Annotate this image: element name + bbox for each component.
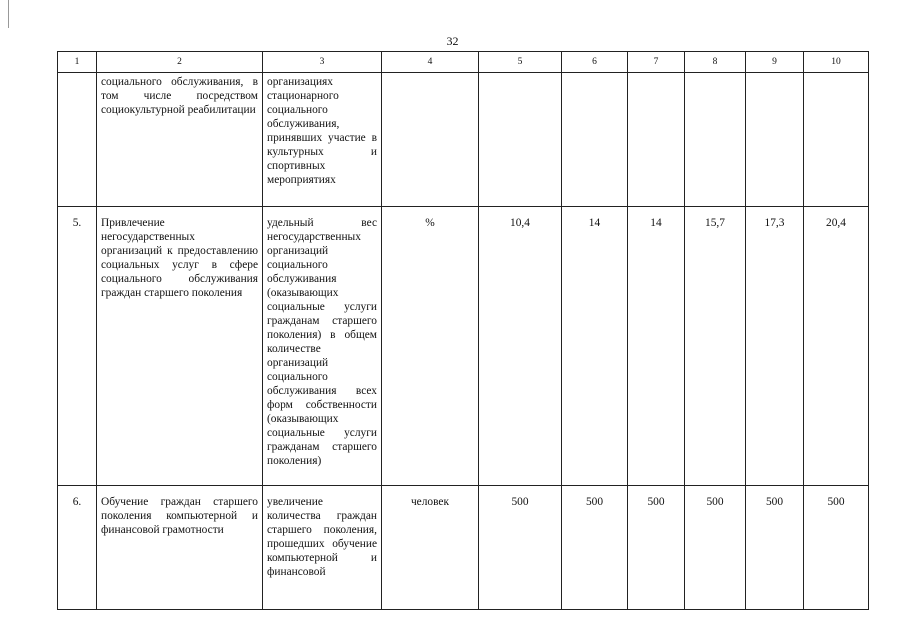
- activity-name: Обучение граждан старшего поколения компьютерной и финансовой грамотности: [97, 486, 263, 610]
- table-row: [58, 486, 869, 610]
- value-cell: 500: [628, 486, 685, 610]
- unit-cell: [382, 73, 479, 207]
- value-cell: 500: [562, 486, 628, 610]
- value-cell: [685, 73, 746, 207]
- table-header-row: [58, 52, 869, 73]
- value-cell: 20,4: [804, 207, 869, 486]
- header-cell: 7: [628, 52, 685, 73]
- row-number: 6.: [58, 486, 97, 610]
- table-row: [58, 73, 869, 207]
- value-cell: 17,3: [746, 207, 804, 486]
- indicators-table: [57, 51, 869, 610]
- value-cell: [804, 73, 869, 207]
- header-cell: 2: [97, 52, 263, 73]
- header-cell: 3: [263, 52, 382, 73]
- header-cell: 6: [562, 52, 628, 73]
- unit-cell: человек: [382, 486, 479, 610]
- value-cell: 500: [804, 486, 869, 610]
- header-cell: 1: [58, 52, 97, 73]
- indicator-text: удельный вес негосударственных организаций социального обслуживания (оказывающих социальные услуги гражданам старшего поколения) в общем количестве организаций социального обслуживания всех форм собственности (оказывающих социальные услуги гражданам старшего поколения): [263, 207, 382, 486]
- page-edge-line: [8, 0, 9, 28]
- value-cell: 14: [628, 207, 685, 486]
- page-number: 32: [446, 34, 459, 48]
- value-cell: 15,7: [685, 207, 746, 486]
- row-number: [58, 73, 97, 207]
- value-cell: [562, 73, 628, 207]
- value-cell: [746, 73, 804, 207]
- value-cell: [479, 73, 562, 207]
- header-cell: 8: [685, 52, 746, 73]
- value-cell: 500: [746, 486, 804, 610]
- table-row: [58, 207, 869, 486]
- header-cell: 5: [479, 52, 562, 73]
- unit-cell: %: [382, 207, 479, 486]
- value-cell: 500: [479, 486, 562, 610]
- activity-name: Привлечение негосударственных организаций к предоставлению социальных услуг в сфере социального обслуживания граждан старшего поколения: [97, 207, 263, 486]
- row-number: 5.: [58, 207, 97, 486]
- indicator-text: организациях стационарного социального обслуживания, принявших участие в культурных и спортивных мероприятиях: [263, 73, 382, 207]
- header-cell: 9: [746, 52, 804, 73]
- header-cell: 4: [382, 52, 479, 73]
- indicator-text: увеличение количества граждан старшего поколения, прошедших обучение компьютерной и финансовой: [263, 486, 382, 610]
- value-cell: 10,4: [479, 207, 562, 486]
- value-cell: 500: [685, 486, 746, 610]
- activity-name: социального обслуживания, в том числе посредством социокультурной реабилитации: [97, 73, 263, 207]
- value-cell: 14: [562, 207, 628, 486]
- header-cell: 10: [804, 52, 869, 73]
- value-cell: [628, 73, 685, 207]
